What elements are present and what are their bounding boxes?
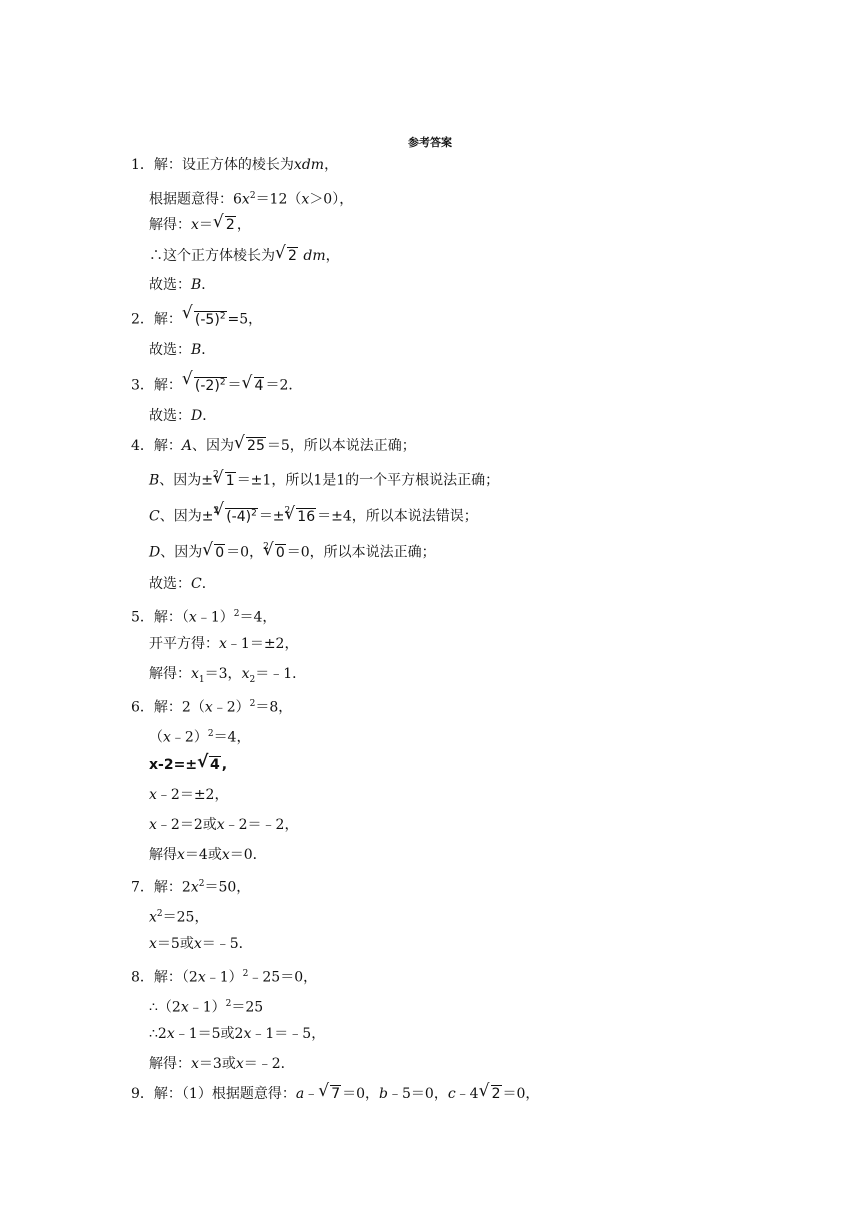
answer-9-heading: 9．解：（1）根据题意得：a﹣√ 7 ＝0，b﹣5＝0，c﹣4√ 2 ＝0， <box>131 1084 539 1104</box>
sqrt-25: √ 25 <box>235 436 266 456</box>
answer-8-line: 解得：x＝3或x＝﹣2． <box>149 1056 295 1072</box>
answer-1-line: 解得：x＝√ 2 ， <box>149 215 251 235</box>
answer-8-heading: 8．解：（2x﹣1）$^2$﹣25＝0， <box>131 969 318 986</box>
sqrt-4: √ 4 <box>198 755 221 775</box>
answer-1-line: ∴这个正方体棱长为√ 2 dm， <box>149 246 340 266</box>
answer-7-heading: 7．解：$2x^2=50$， <box>131 879 251 896</box>
answer-6-line: x﹣2＝2或x﹣2＝﹣2， <box>149 817 299 833</box>
answer-4-line: B、因为±$^2$√ 1 ＝±1，所以1是1的一个平方根说法正确； <box>149 467 499 491</box>
answer-8-line: ∴2x﹣1＝5或2x﹣1＝﹣5， <box>149 1026 326 1042</box>
sqrt-2: √ 2 <box>214 215 236 235</box>
page-title: 参考答案 <box>408 136 452 149</box>
answer-7-line: x＝5或x＝﹣5． <box>149 936 253 952</box>
answer-2-heading: 2．解：√ $(-5)^2 =5$， <box>131 306 262 330</box>
answer-1-choice: 故选：B． <box>149 277 216 293</box>
answer-6-line: 解得x＝4或x＝0． <box>149 847 267 863</box>
sqrt-1: √ 1 <box>214 471 236 491</box>
sqrt-16: √ 16 <box>285 507 316 527</box>
answer-1-line: 根据题意得：$6x^2=12(x>0)$， <box>149 191 354 208</box>
sqrt-2: √ 2 <box>480 1084 502 1104</box>
answer-2-choice: 故选：B． <box>149 342 216 358</box>
answer-6-heading: 6．解：2（x﹣2）$^2$＝8， <box>131 699 293 716</box>
sqrt-neg2-squared: √ $(-2)^2$ <box>183 372 227 396</box>
sqrt-0: √ 0 <box>264 543 286 563</box>
sqrt-7: √ 7 <box>319 1084 341 1104</box>
sqrt-4: √ 4 <box>243 376 265 396</box>
answer-7-line: $x^2=25$， <box>149 909 209 926</box>
sqrt-neg5-squared: √ $(-5)^2$ <box>183 306 227 330</box>
sqrt-neg4-squared: √ $(-4)^2$ <box>214 503 258 527</box>
answer-4-heading: 4．解：A、因为√ 25 ＝5，所以本说法正确； <box>131 436 416 456</box>
sqrt-0: √ 0 <box>203 543 225 563</box>
answer-8-line: ∴（2x﹣1）$^2$＝25 <box>149 999 264 1016</box>
answer-4-line: D、因为√ 0 ＝0，$^2$√ 0 ＝0，所以本说法正确； <box>149 539 436 563</box>
answer-5-line: 开平方得：x﹣1＝±2， <box>149 636 299 652</box>
answer-4-choice: 故选：C． <box>149 576 216 592</box>
answer-5-line: 解得：$x_1=3$，$x_2=﹣1$． <box>149 666 307 685</box>
answer-1-heading: 1．解：设正方体的棱长为xdm， <box>131 157 339 173</box>
answer-6-line: （x﹣2）$^2$＝4， <box>149 729 251 746</box>
answer-6-line: x﹣2＝±2， <box>149 787 229 803</box>
sqrt-2: √ 2 <box>276 246 298 266</box>
answer-3-choice: 故选：D． <box>149 408 217 424</box>
answer-4-line: C、因为±$^2$√ $(-4)^2 =\pm^2√$ 16 ＝±4，所以本说法错误； <box>149 503 478 527</box>
answer-3-heading: 3．解：√ $(-2)^2$ ＝√ 4 ＝2． <box>131 372 302 396</box>
answer-6-line: x-2=±√ 4 , <box>149 755 227 775</box>
answer-5-heading: 5．解：（x﹣1）$^2$＝4， <box>131 609 277 626</box>
